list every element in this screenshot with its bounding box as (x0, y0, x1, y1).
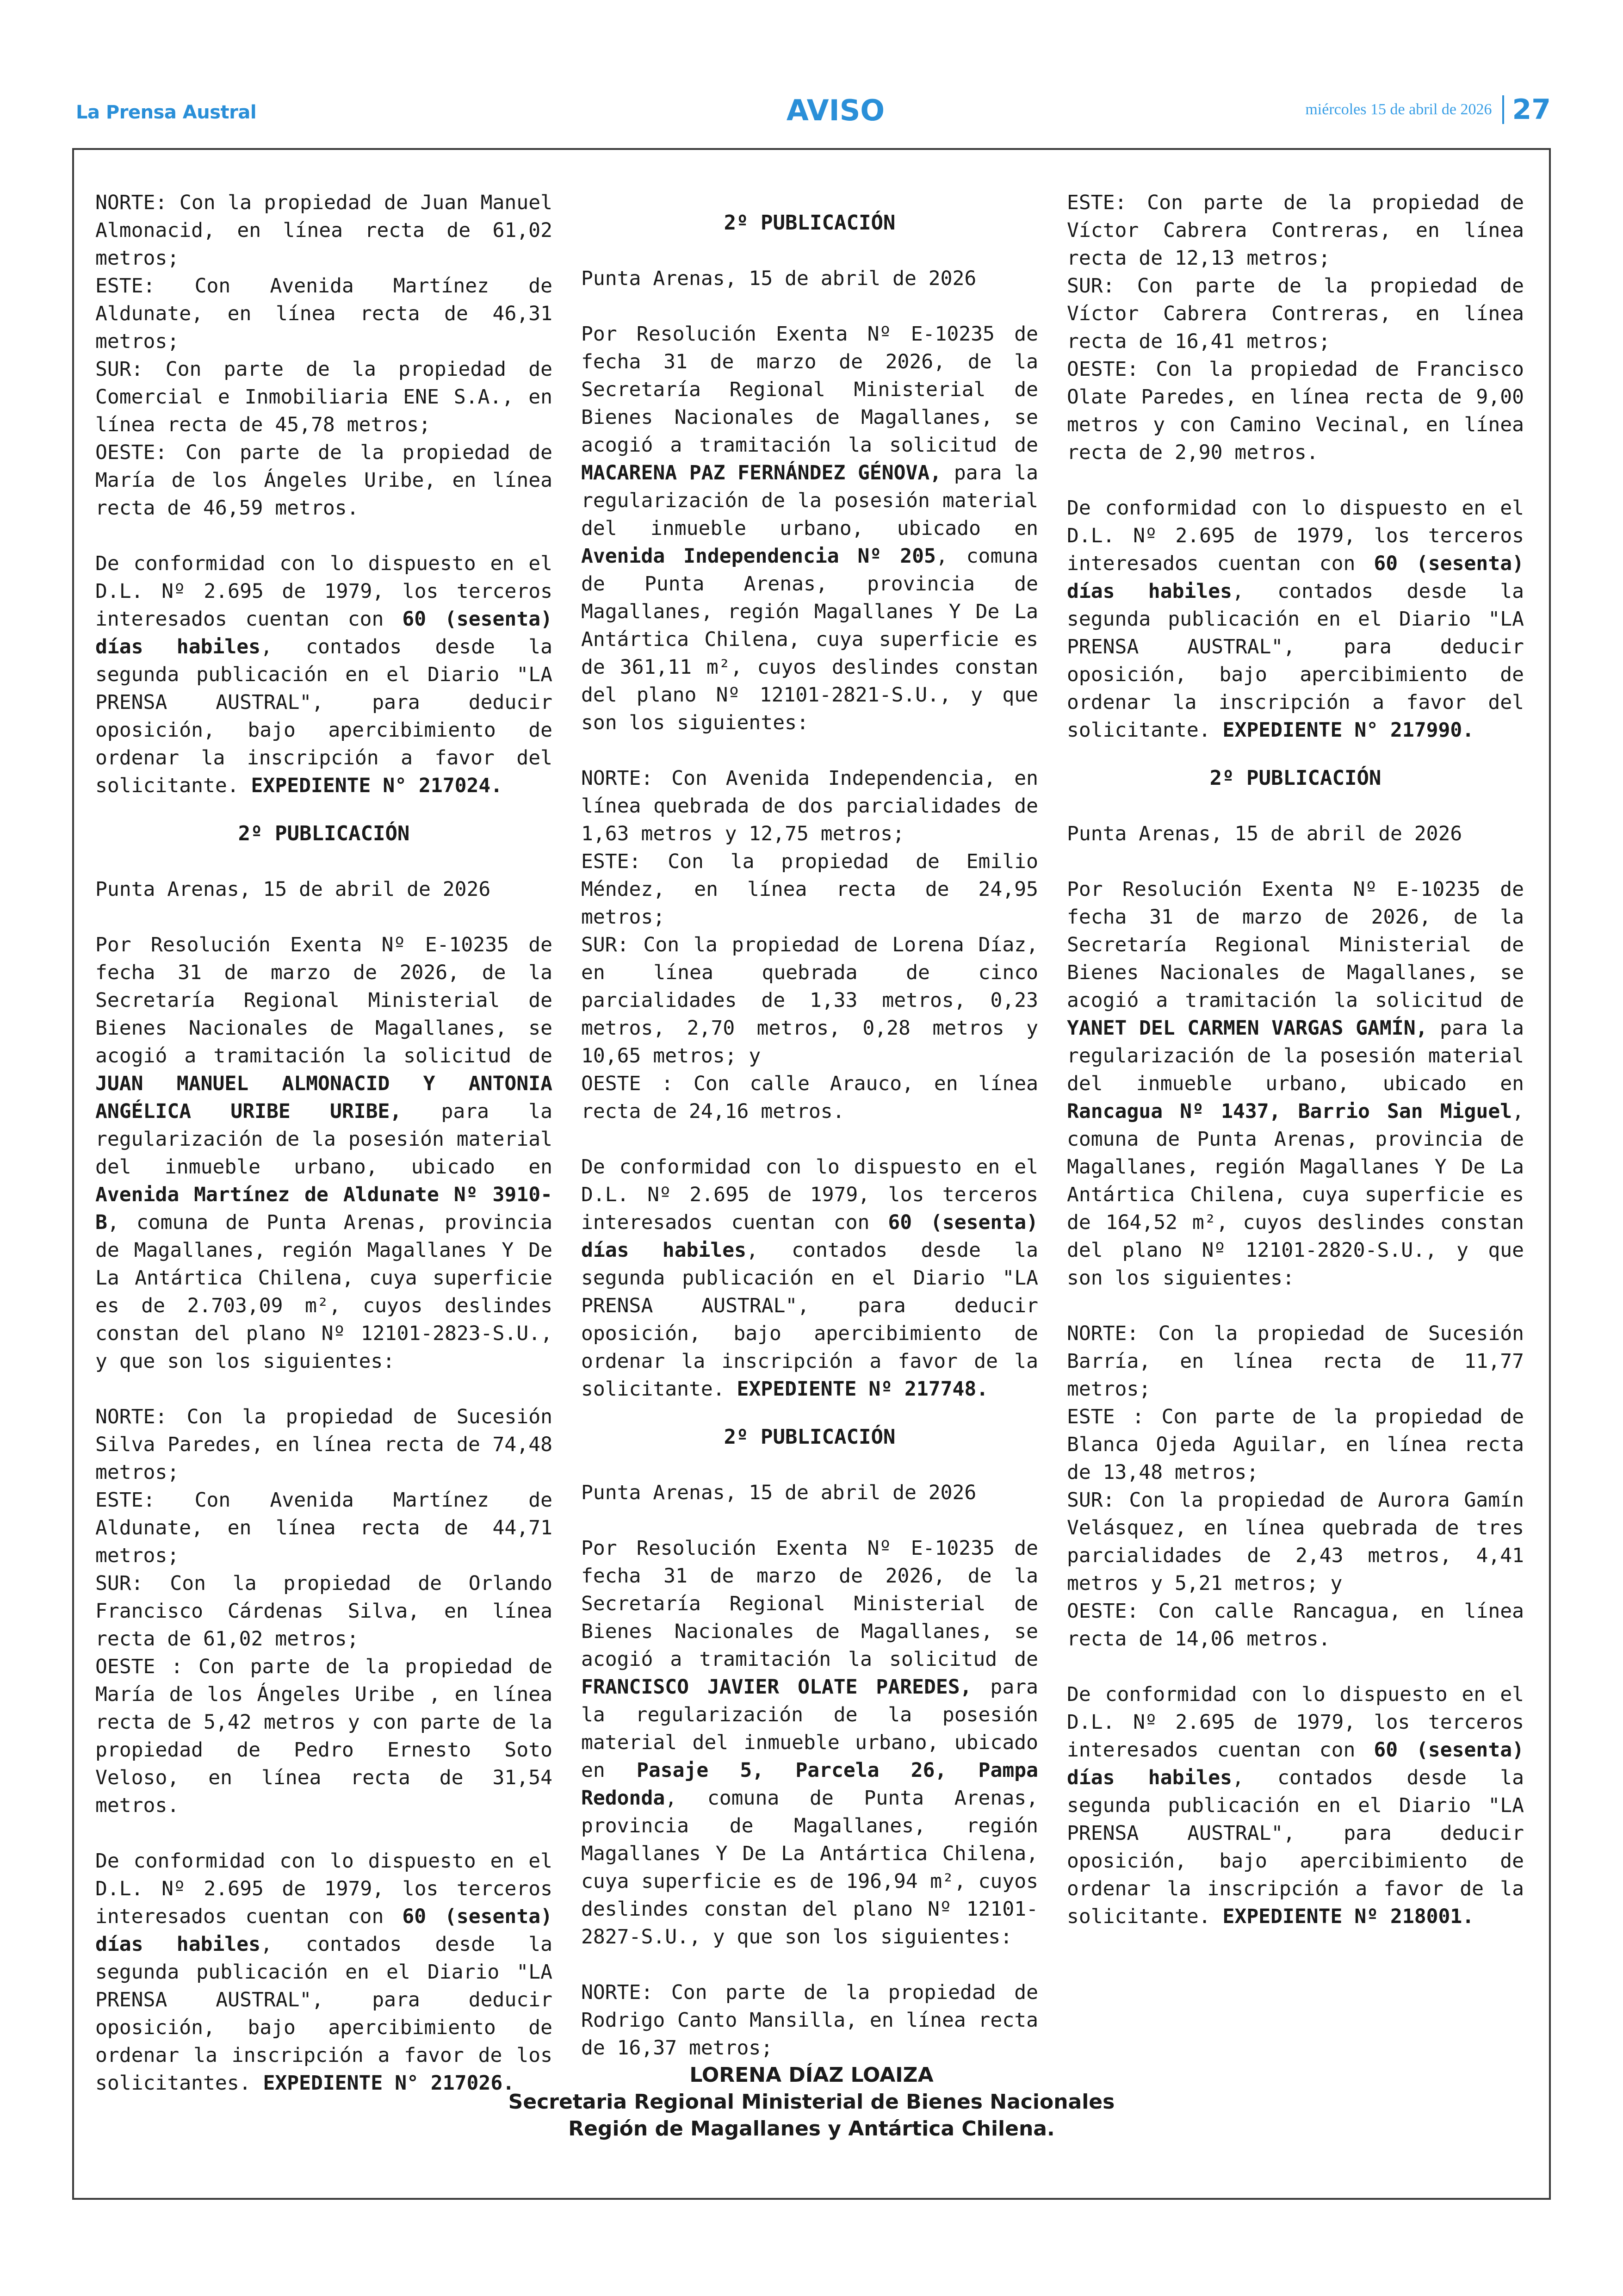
boundary-west: OESTE : Con parte de la propiedad de María de los Ángeles Uribe , en línea recta de 5,42 metros y con parte de la propiedad de Pedro Ernesto Soto Veloso, en línea recta de 31,54 metros. (95, 1655, 552, 1817)
conformity-text: De conformidad con lo dispuesto en el D.L. Nº 2.695 de 1979, los terceros interesados cuentan con (1067, 1683, 1524, 1762)
conformity-text: , contados desde la segunda publicación en el Diario "LA PRENSA AUSTRAL", para deducir oposición, bajo apercibimiento de ordenar la inscripción a favor de la solicitante. (1067, 1766, 1524, 1928)
resolution-paragraph (581, 1534, 1038, 1951)
conformity-text: De conformidad con lo dispuesto en el D.L. Nº 2.695 de 1979, los terceros interesados cuentan con (581, 1155, 1038, 1234)
signatory-title: Secretaria Regional Ministerial de Bienes Nacionales (508, 2090, 1115, 2114)
resolution-text: para la regularización de la posesión material del inmueble urbano, ubicado en (581, 461, 1038, 540)
signature-block (74, 2062, 1549, 2142)
place-date: Punta Arenas, 15 de abril de 2026 (581, 1481, 977, 1504)
expediente-number: EXPEDIENTE N° 217990. (1222, 719, 1474, 742)
place-date: Punta Arenas, 15 de abril de 2026 (581, 267, 977, 290)
masthead (72, 88, 1551, 130)
boundary-south: SUR: Con parte de la propiedad de Comercial e Inmobiliaria ENE S.A., en línea recta de 45,78 metros; (95, 358, 552, 436)
notice-218001-boundaries (1067, 1320, 1524, 1653)
publication-heading: 2º PUBLICACIÓN (724, 211, 896, 235)
days-term: 60 (sesenta) días habiles (1067, 552, 1524, 603)
days-term: 60 (sesenta) días habiles (95, 1905, 552, 1956)
place-date: Punta Arenas, 15 de abril de 2026 (1067, 822, 1462, 845)
resolution-text: para la regularización de la posesión material del inmueble urbano, ubicado en (95, 1100, 553, 1179)
conformity-text: , contados desde la segunda publicación en el Diario "LA PRENSA AUSTRAL", para deducir oposición, bajo apercibimiento de ordenar la inscripción a favor de la solicitante. (581, 1239, 1038, 1401)
resolution-paragraph (1067, 875, 1524, 1292)
boundary-south: SUR: Con la propiedad de Orlando Francisco Cárdenas Silva, en línea recta de 61,02 metros; (95, 1572, 552, 1651)
signatory-name: LORENA DÍAZ LOAIZA (689, 2063, 934, 2087)
days-term: 60 (sesenta) días habiles (95, 608, 552, 658)
resolution-text: para la regularización de la posesión material del inmueble urbano, ubicado en (1067, 1017, 1524, 1095)
page-number: 27 (1512, 93, 1551, 126)
applicant-name: FRANCISCO JAVIER OLATE PAREDES, (581, 1675, 972, 1699)
boundary-west: OESTE: Con la propiedad de Francisco Olate Paredes, en línea recta de 9,00 metros y con Camino Vecinal, en línea recta de 2,90 metros. (1067, 358, 1524, 464)
boundary-north: NORTE: Con la propiedad de Juan Manuel Almonacid, en línea recta de 61,02 metros; (95, 191, 552, 270)
column-3 (1067, 189, 1524, 1930)
conformity-text: , contados desde la segunda publicación en el Diario "LA PRENSA AUSTRAL", para deducir oposición, bajo apercibimiento de ordenar la inscripción a favor de los solicitantes. (95, 1933, 552, 2095)
dateline-divider (1502, 95, 1504, 124)
boundary-east: ESTE: Con la propiedad de Emilio Méndez, en línea recta de 24,95 metros; (581, 850, 1038, 929)
property-address: Avenida Independencia Nº 205 (581, 545, 936, 568)
applicant-name: YANET DEL CARMEN VARGAS GAMÍN, (1067, 1017, 1428, 1040)
boundary-north: NORTE: Con parte de la propiedad de Rodrigo Canto Mansilla, en línea recta de 16,37 metros; (581, 1981, 1038, 2060)
boundary-south: SUR: Con parte de la propiedad de Víctor Cabrera Contreras, en línea recta de 16,41 metros; (1067, 274, 1524, 353)
expediente-number: EXPEDIENTE N° 217026. (263, 2072, 515, 2095)
property-address: Rancagua Nº 1437, Barrio San Miguel (1067, 1100, 1512, 1123)
resolution-text: Por Resolución Exenta Nº E-10235 de fecha 31 de marzo de 2026, de la Secretaría Regional Ministerial de Bienes Nacionales de Magallanes, se acogió a tramitación la solicitud de (1067, 878, 1524, 1012)
conformity-paragraph (95, 550, 552, 800)
applicant-name: JUAN MANUEL ALMONACID Y ANTONIA ANGÉLICA URIBE URIBE, (95, 1072, 552, 1123)
days-term: 60 (sesenta) días habiles (1067, 1738, 1524, 1789)
publication-heading: 2º PUBLICACIÓN (724, 1425, 896, 1449)
notice-217990-boundaries (1067, 189, 1524, 466)
conformity-text: De conformidad con lo dispuesto en el D.L. Nº 2.695 de 1979, los terceros interesados cuentan con (1067, 496, 1524, 575)
boundary-east: ESTE: Con Avenida Martínez de Aldunate, en línea recta de 44,71 metros; (95, 1489, 552, 1567)
expediente-number: EXPEDIENTE Nº 217748. (737, 1378, 989, 1401)
notice-frame (72, 148, 1551, 2200)
boundary-west: OESTE: Con parte de la propiedad de María de los Ángeles Uribe, en línea recta de 46,59 metros. (95, 441, 552, 520)
conformity-text: , contados desde la segunda publicación en el Diario "LA PRENSA AUSTRAL", para deducir oposición, bajo apercibimiento de ordenar la inscripción a favor del solicitante. (95, 635, 552, 797)
notice-217748-boundaries (581, 764, 1038, 1125)
column-1 (95, 189, 552, 2097)
resolution-text: para la regularización de la posesión material del inmueble urbano, ubicado en (581, 1675, 1038, 1782)
boundary-east: ESTE: Con Avenida Martínez de Aldunate, en línea recta de 46,31 metros; (95, 274, 552, 353)
conformity-text: De conformidad con lo dispuesto en el D.L. Nº 2.695 de 1979, los terceros interesados cuentan con (95, 552, 552, 631)
publication-heading: 2º PUBLICACIÓN (1209, 766, 1381, 790)
notice-217026-boundaries (95, 1403, 552, 1819)
boundary-north: NORTE: Con Avenida Independencia, en línea quebrada de dos parcialidades de 1,63 metros y 12,75 metros; (581, 767, 1038, 845)
conformity-paragraph (95, 1847, 552, 2097)
resolution-text: Por Resolución Exenta Nº E-10235 de fecha 31 de marzo de 2026, de la Secretaría Regional Ministerial de Bienes Nacionales de Magallanes, se acogió a tramitación la solicitud de (581, 1537, 1038, 1671)
applicant-name: MACARENA PAZ FERNÁNDEZ GÉNOVA, (581, 461, 942, 484)
column-2 (581, 189, 1038, 2062)
expediente-number: EXPEDIENTE Nº 218001. (1222, 1905, 1474, 1928)
notice-217024-boundaries (95, 189, 552, 522)
boundary-south: SUR: Con la propiedad de Aurora Gamín Velásquez, en línea quebrada de tres parcialidades de 2,43 metros, 4,41 metros y 5,21 metros; y (1067, 1489, 1524, 1595)
days-term: 60 (sesenta) días habiles (581, 1211, 1038, 1262)
conformity-text: De conformidad con lo dispuesto en el D.L. Nº 2.695 de 1979, los terceros interesados cuentan con (95, 1849, 552, 1928)
property-address: Pasaje 5, Parcela 26, Pampa Redonda (581, 1759, 1038, 1810)
resolution-text: , comuna de Punta Arenas, provincia de Magallanes, región Magallanes Y De La Antártica Chilena, cuya superficie es de 164,52 m², cuyos deslindes constan del plano Nº 12101-2820-S.U., y que son los siguientes: (1067, 1100, 1524, 1290)
expediente-number: EXPEDIENTE N° 217024. (251, 774, 503, 797)
newspaper-brand: La Prensa Austral (76, 102, 257, 123)
place-date: Punta Arenas, 15 de abril de 2026 (95, 878, 491, 901)
resolution-paragraph (581, 320, 1038, 737)
conformity-paragraph (581, 1153, 1038, 1403)
boundary-west: OESTE: Con calle Rancagua, en línea recta de 14,06 metros. (1067, 1600, 1524, 1651)
resolution-text: , comuna de Punta Arenas, provincia de Magallanes, región Magallanes Y De La Antártica Chilena, cuya superficie es de 2.703,09 m², cuyos deslindes constan del plano Nº 12101-2823-S.U., y que son los siguientes: (95, 1211, 552, 1373)
conformity-paragraph (1067, 494, 1524, 744)
conformity-paragraph (1067, 1681, 1524, 1930)
property-address: Avenida Martínez de Aldunate Nº 3910-B (95, 1183, 552, 1234)
resolution-text: , comuna de Punta Arenas, provincia de Magallanes, región Magallanes Y De La Antártica Chilena, cuya superficie es de 196,94 m², cuyos deslindes constan del plano Nº 12101-2827-S.U., y que son los siguientes: (581, 1787, 1038, 1948)
resolution-paragraph (95, 931, 552, 1375)
boundary-west: OESTE : Con calle Arauco, en línea recta de 24,16 metros. (581, 1072, 1038, 1123)
dateline (1305, 93, 1551, 126)
conformity-text: , contados desde la segunda publicación en el Diario "LA PRENSA AUSTRAL", para deducir oposición, bajo apercibimiento de ordenar la inscripción a favor del solicitante. (1067, 580, 1524, 742)
boundary-north: NORTE: Con la propiedad de Sucesión Silva Paredes, en línea recta de 74,48 metros; (95, 1405, 552, 1484)
section-label: AVISO (786, 93, 885, 127)
boundary-north: NORTE: Con la propiedad de Sucesión Barría, en línea recta de 11,77 metros; (1067, 1322, 1524, 1401)
boundary-east: ESTE: Con parte de la propiedad de Víctor Cabrera Contreras, en línea recta de 12,13 metros; (1067, 191, 1524, 270)
boundary-east: ESTE : Con parte de la propiedad de Blanca Ojeda Aguilar, en línea recta de 13,48 metros; (1067, 1405, 1524, 1484)
resolution-text: , comuna de Punta Arenas, provincia de Magallanes, región Magallanes Y De La Antártica Chilena, cuya superficie es de 361,11 m², cuyos deslindes constan del plano Nº 12101-2821-S.U., y que son los siguientes: (581, 545, 1038, 734)
resolution-text: Por Resolución Exenta Nº E-10235 de fecha 31 de marzo de 2026, de la Secretaría Regional Ministerial de Bienes Nacionales de Magallanes, se acogió a tramitación la solicitud de (95, 933, 552, 1067)
publication-heading: 2º PUBLICACIÓN (238, 822, 410, 845)
boundary-south: SUR: Con la propiedad de Lorena Díaz, en línea quebrada de cinco parcialidades de 1,33 metros, 0,23 metros, 2,70 metros, 0,28 metros y 10,65 metros; y (581, 933, 1038, 1067)
issue-date: miércoles 15 de abril de 2026 (1305, 101, 1492, 118)
resolution-text: Por Resolución Exenta Nº E-10235 de fecha 31 de marzo de 2026, de la Secretaría Regional Ministerial de Bienes Nacionales de Magallanes, se acogió a tramitación la solicitud de (581, 323, 1038, 457)
signatory-region: Región de Magallanes y Antártica Chilena. (568, 2117, 1055, 2141)
